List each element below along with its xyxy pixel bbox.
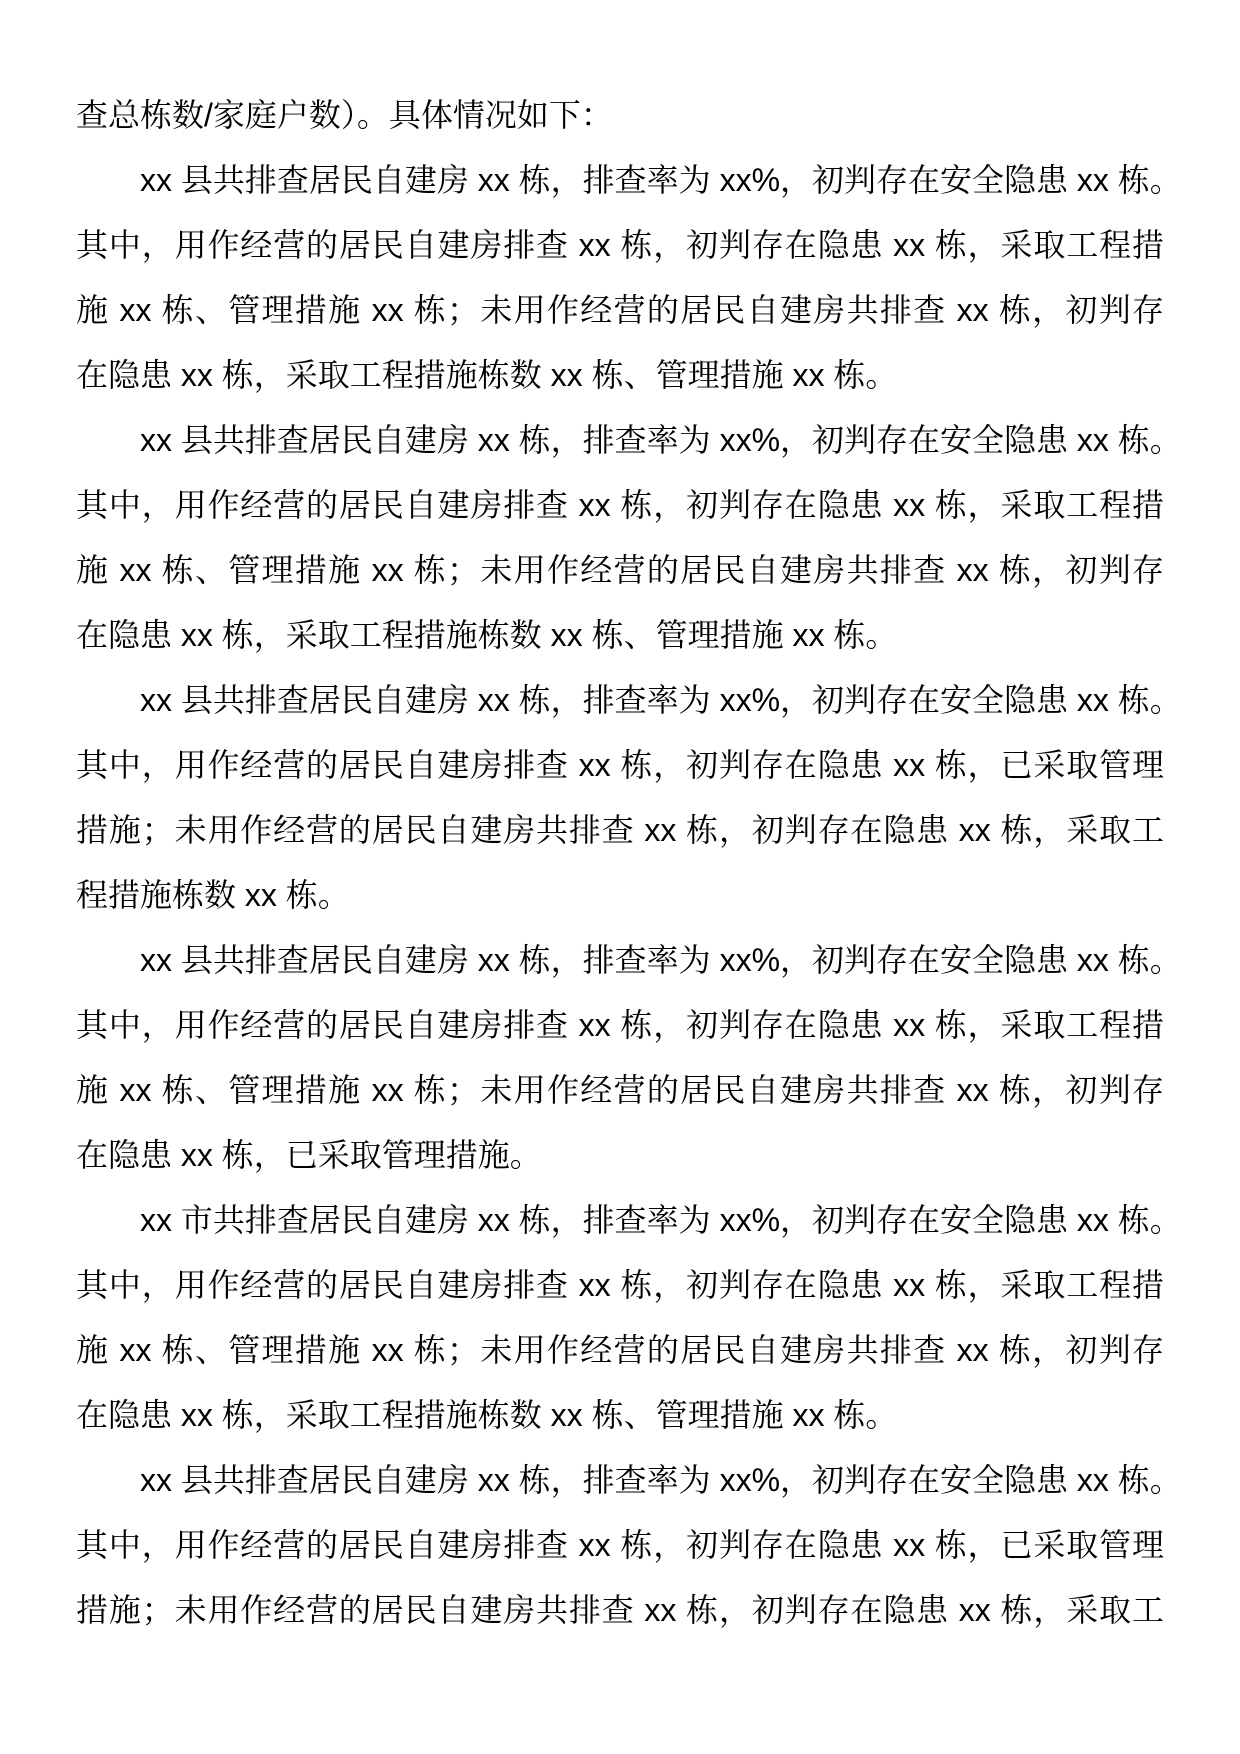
text-line: 施 xx 栋、管理措施 xx 栋；未用作经营的居民自建房共排查 xx 栋，初判存: [76, 552, 1164, 588]
text-line: 施 xx 栋、管理措施 xx 栋；未用作经营的居民自建房共排查 xx 栋，初判存: [76, 1072, 1164, 1108]
document-body: [76, 83, 1182, 1643]
text-line: xx 县共排查居民自建房 xx 栋，排查率为 xx%，初判存在安全隐患 xx 栋。: [140, 942, 1182, 978]
text-line: 查总栋数/家庭户数）。具体情况如下：: [76, 97, 613, 133]
paragraph-county-4: [76, 928, 1182, 1188]
text-line: 其中，用作经营的居民自建房排查 xx 栋，初判存在隐患 xx 栋，已采取管理: [76, 1527, 1164, 1563]
paragraph-county-3: [76, 668, 1182, 928]
text-line: xx 县共排查居民自建房 xx 栋，排查率为 xx%，初判存在安全隐患 xx 栋。: [140, 422, 1182, 458]
text-line: 施 xx 栋、管理措施 xx 栋；未用作经营的居民自建房共排查 xx 栋，初判存: [76, 292, 1164, 328]
text-line: 在隐患 xx 栋，采取工程措施栋数 xx 栋、管理措施 xx 栋。: [76, 617, 898, 653]
text-line: 其中，用作经营的居民自建房排查 xx 栋，初判存在隐患 xx 栋，已采取管理: [76, 747, 1164, 783]
paragraph-continuation: [76, 83, 1164, 148]
paragraph-city: [76, 1188, 1182, 1448]
paragraph-county-1: [76, 148, 1182, 408]
text-line: xx 县共排查居民自建房 xx 栋，排查率为 xx%，初判存在安全隐患 xx 栋。: [140, 162, 1182, 198]
text-line: 其中，用作经营的居民自建房排查 xx 栋，初判存在隐患 xx 栋，采取工程措: [76, 1007, 1164, 1043]
text-line: 措施；未用作经营的居民自建房共排查 xx 栋，初判存在隐患 xx 栋，采取工: [76, 812, 1164, 848]
text-line: 措施；未用作经营的居民自建房共排查 xx 栋，初判存在隐患 xx 栋，采取工: [76, 1592, 1164, 1628]
text-line: 在隐患 xx 栋，采取工程措施栋数 xx 栋、管理措施 xx 栋。: [76, 357, 898, 393]
text-line: 在隐患 xx 栋，已采取管理措施。: [76, 1137, 542, 1173]
text-line: 施 xx 栋、管理措施 xx 栋；未用作经营的居民自建房共排查 xx 栋，初判存: [76, 1332, 1164, 1368]
text-line: 在隐患 xx 栋，采取工程措施栋数 xx 栋、管理措施 xx 栋。: [76, 1397, 898, 1433]
paragraph-county-2: [76, 408, 1182, 668]
text-line: xx 县共排查居民自建房 xx 栋，排查率为 xx%，初判存在安全隐患 xx 栋。: [140, 1462, 1182, 1498]
paragraph-county-5: [76, 1448, 1182, 1643]
text-line: 其中，用作经营的居民自建房排查 xx 栋，初判存在隐患 xx 栋，采取工程措: [76, 1267, 1164, 1303]
text-line: 其中，用作经营的居民自建房排查 xx 栋，初判存在隐患 xx 栋，采取工程措: [76, 487, 1164, 523]
text-line: 程措施栋数 xx 栋。: [76, 877, 350, 913]
text-line: 其中，用作经营的居民自建房排查 xx 栋，初判存在隐患 xx 栋，采取工程措: [76, 227, 1164, 263]
text-line: xx 县共排查居民自建房 xx 栋，排查率为 xx%，初判存在安全隐患 xx 栋。: [140, 682, 1182, 718]
text-line: xx 市共排查居民自建房 xx 栋，排查率为 xx%，初判存在安全隐患 xx 栋。: [140, 1202, 1182, 1238]
